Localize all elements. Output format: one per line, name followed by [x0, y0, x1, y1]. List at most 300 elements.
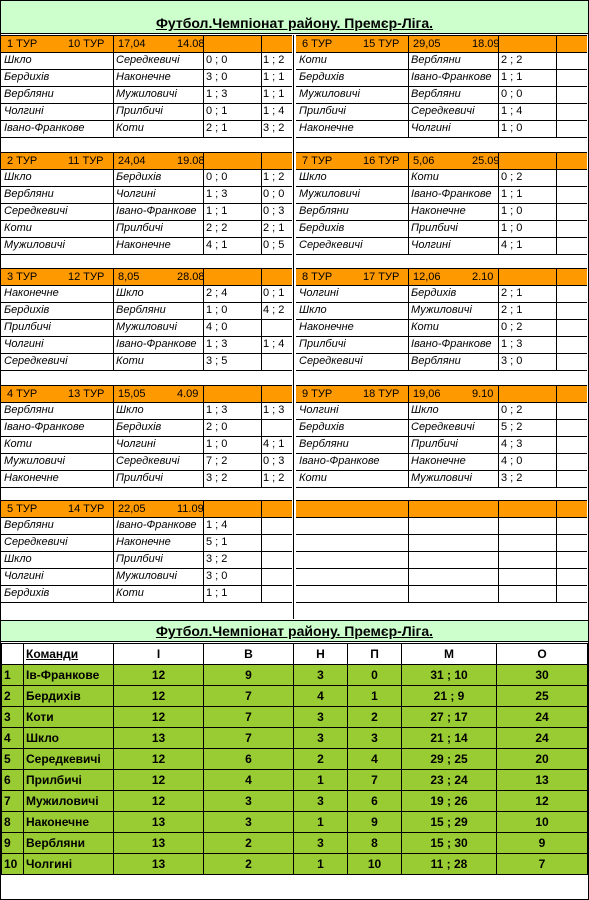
- column-divider: [261, 268, 262, 371]
- goals: 31 ; 10: [402, 665, 497, 686]
- score-first: 2 ; 0: [206, 421, 228, 433]
- team-name: Наконечне: [24, 812, 114, 833]
- team-name: Коти: [24, 707, 114, 728]
- match-row: [1, 121, 292, 138]
- score-first: 4 ; 1: [206, 239, 228, 251]
- score-second: 0 ; 3: [263, 205, 285, 217]
- score-first: 1 ; 1: [501, 71, 523, 83]
- column-divider: [113, 35, 114, 138]
- home-team: Прилбичі: [4, 321, 51, 333]
- round-block: [1, 385, 292, 488]
- round-block: [1, 268, 292, 371]
- score-first: 0 ; 0: [206, 54, 228, 66]
- away-team: Середкевичі: [411, 105, 475, 117]
- round-date-b: 19.08: [177, 155, 205, 167]
- goals: 11 ; 28: [402, 854, 497, 875]
- round-tur-b: 11 ТУР: [68, 155, 104, 167]
- score-first: 1 ; 3: [501, 338, 523, 350]
- match-row: [296, 70, 587, 87]
- away-team: Коти: [116, 587, 144, 599]
- rank: 7: [2, 791, 24, 812]
- home-team: Вербляни: [4, 188, 54, 200]
- lost: 1: [348, 686, 402, 707]
- lost: 7: [348, 770, 402, 791]
- home-team: Наконечне: [4, 287, 59, 299]
- score-second: 1 ; 1: [263, 71, 285, 83]
- match-row: [1, 170, 292, 187]
- column-divider: [498, 385, 499, 488]
- round-block: [1, 35, 292, 138]
- center-divider: [293, 35, 294, 619]
- score-first: 0 ; 0: [501, 88, 523, 100]
- away-team: Прилбичі: [116, 553, 163, 565]
- points: 24: [497, 707, 588, 728]
- points: 24: [497, 728, 588, 749]
- score-second: 4 ; 2: [263, 304, 285, 316]
- match-row: [296, 53, 587, 70]
- won: 3: [204, 812, 294, 833]
- match-row: [1, 420, 292, 437]
- home-team: Мужиловичі: [4, 455, 65, 467]
- away-team: Мужиловичі: [411, 472, 472, 484]
- played: 12: [114, 749, 204, 770]
- match-row: [296, 337, 587, 354]
- round-tur-a: 1 ТУР: [7, 38, 38, 50]
- score-second: 1 ; 2: [263, 472, 285, 484]
- goals: 21 ; 9: [402, 686, 497, 707]
- home-team: Вербляни: [4, 404, 54, 416]
- empty-header: [296, 500, 587, 518]
- away-team: Прилбичі: [116, 105, 163, 117]
- away-team: Чолгині: [411, 122, 451, 134]
- away-team: Івано-Франкове: [411, 71, 492, 83]
- score-first: 3 ; 0: [501, 355, 523, 367]
- match-row: [1, 320, 292, 337]
- match-row: [1, 204, 292, 221]
- rank: 3: [2, 707, 24, 728]
- empty-row: [296, 518, 587, 535]
- score-first: 3 ; 2: [501, 472, 523, 484]
- draw: 4: [294, 686, 348, 707]
- round-tur-a: 3 ТУР: [7, 271, 38, 283]
- home-team: Коти: [4, 438, 32, 450]
- column-divider: [203, 385, 204, 488]
- match-row: [1, 87, 292, 104]
- away-team: Коти: [411, 171, 439, 183]
- round-tur-b: 14 ТУР: [68, 503, 105, 515]
- round-tur-a: 2 ТУР: [7, 155, 38, 167]
- score-first: 3 ; 5: [206, 355, 228, 367]
- header-rank: [2, 644, 24, 665]
- standings-row: [2, 791, 588, 812]
- round-tur-a: 4 ТУР: [7, 388, 38, 400]
- header-lost: П: [348, 644, 402, 665]
- away-team: Чолгині: [116, 438, 156, 450]
- home-team: Чолгині: [4, 570, 44, 582]
- match-row: [1, 104, 292, 121]
- column-divider: [261, 35, 262, 138]
- away-team: Мужиловичі: [116, 570, 177, 582]
- match-row: [1, 70, 292, 87]
- score-first: 0 ; 2: [501, 171, 523, 183]
- score-first: 1 ; 0: [501, 122, 523, 134]
- column-divider: [498, 152, 499, 255]
- match-row: [296, 437, 587, 454]
- round-tur-b: 17 ТУР: [363, 271, 400, 283]
- standings-row: [2, 833, 588, 854]
- home-team: Прилбичі: [299, 105, 346, 117]
- round-tur-b: 10 ТУР: [68, 38, 105, 50]
- home-team: Бердихів: [4, 71, 50, 83]
- round-tur-b: 16 ТУР: [363, 155, 400, 167]
- header-draw: Н: [294, 644, 348, 665]
- round-date-b: 18.09: [472, 38, 500, 50]
- score-second: 1 ; 2: [263, 54, 285, 66]
- round-tur-a: 5 ТУР: [7, 503, 38, 515]
- away-team: Івано-Франкове: [116, 519, 197, 531]
- played: 13: [114, 812, 204, 833]
- won: 4: [204, 770, 294, 791]
- round-block: [296, 385, 587, 488]
- standings-row: [2, 707, 588, 728]
- column-divider: [408, 152, 409, 255]
- round-header: [1, 385, 292, 403]
- empty-block: [296, 500, 587, 603]
- home-team: Наконечне: [299, 122, 354, 134]
- home-team: Мужиловичі: [299, 188, 360, 200]
- column-divider: [498, 500, 499, 603]
- rank: 8: [2, 812, 24, 833]
- score-first: 1 ; 0: [501, 205, 523, 217]
- empty-row: [296, 586, 587, 603]
- goals: 19 ; 26: [402, 791, 497, 812]
- score-second: 1 ; 3: [263, 404, 285, 416]
- played: 13: [114, 854, 204, 875]
- column-divider: [113, 500, 114, 603]
- score-second: 0 ; 5: [263, 239, 285, 251]
- home-team: Середкевичі: [299, 355, 363, 367]
- match-row: [296, 204, 587, 221]
- column-divider: [408, 385, 409, 488]
- match-row: [1, 53, 292, 70]
- home-team: Вербляни: [299, 205, 349, 217]
- away-team: Мужиловичі: [116, 321, 177, 333]
- match-row: [296, 454, 587, 471]
- played: 13: [114, 728, 204, 749]
- round-tur-b: 18 ТУР: [363, 388, 400, 400]
- round-block: [296, 268, 587, 371]
- match-row: [296, 354, 587, 371]
- draw: 2: [294, 749, 348, 770]
- standings-row: [2, 770, 588, 791]
- column-divider: [113, 268, 114, 371]
- score-second: 0 ; 3: [263, 455, 285, 467]
- points: 20: [497, 749, 588, 770]
- away-team: Наконечне: [116, 71, 171, 83]
- lost: 9: [348, 812, 402, 833]
- round-date-a: 29,05: [413, 38, 441, 50]
- match-row: [1, 403, 292, 420]
- away-team: Прилбичі: [411, 222, 458, 234]
- home-team: Коти: [4, 222, 32, 234]
- match-row: [296, 286, 587, 303]
- score-first: 1 ; 0: [206, 304, 228, 316]
- match-row: [296, 420, 587, 437]
- match-row: [1, 337, 292, 354]
- away-team: Середкевичі: [411, 421, 475, 433]
- home-team: Наконечне: [4, 472, 59, 484]
- away-team: Шкло: [116, 287, 144, 299]
- team-name: Середкевичі: [24, 749, 114, 770]
- away-team: Бердихів: [116, 421, 162, 433]
- column-divider: [498, 268, 499, 371]
- away-team: Наконечне: [116, 536, 171, 548]
- column-divider: [408, 500, 409, 603]
- away-team: Коти: [116, 355, 144, 367]
- round-header: [1, 152, 292, 170]
- score-first: 1 ; 3: [206, 404, 228, 416]
- home-team: Середкевичі: [4, 205, 68, 217]
- score-second: 2 ; 1: [263, 222, 285, 234]
- home-team: Бердихів: [299, 222, 345, 234]
- away-team: Прилбичі: [116, 222, 163, 234]
- match-row: [1, 303, 292, 320]
- round-date-a: 5,06: [413, 155, 435, 167]
- won: 6: [204, 749, 294, 770]
- round-block: [1, 500, 292, 603]
- score-first: 4 ; 0: [501, 455, 523, 467]
- round-tur-b: 15 ТУР: [363, 38, 400, 50]
- header-played: І: [114, 644, 204, 665]
- match-row: [1, 471, 292, 488]
- home-team: Чолгині: [4, 338, 44, 350]
- column-divider: [556, 268, 557, 371]
- round-tur-a: 7 ТУР: [302, 155, 333, 167]
- away-team: Наконечне: [411, 455, 466, 467]
- won: 9: [204, 665, 294, 686]
- won: 2: [204, 833, 294, 854]
- header-points: О: [497, 644, 588, 665]
- team-name: Бердихів: [24, 686, 114, 707]
- draw: 1: [294, 812, 348, 833]
- away-team: Чолгині: [116, 188, 156, 200]
- won: 2: [204, 854, 294, 875]
- rank: 4: [2, 728, 24, 749]
- played: 12: [114, 665, 204, 686]
- away-team: Прилбичі: [411, 438, 458, 450]
- draw: 1: [294, 854, 348, 875]
- home-team: Вербляни: [4, 519, 54, 531]
- away-team: Івано-Франкове: [116, 338, 197, 350]
- away-team: Мужиловичі: [411, 304, 472, 316]
- match-row: [296, 238, 587, 255]
- match-row: [296, 187, 587, 204]
- score-first: 7 ; 2: [206, 455, 228, 467]
- played: 12: [114, 686, 204, 707]
- round-tur-a: 9 ТУР: [302, 388, 333, 400]
- lost: 10: [348, 854, 402, 875]
- round-tur-b: 13 ТУР: [68, 388, 105, 400]
- score-second: 1 ; 2: [263, 171, 285, 183]
- won: 7: [204, 686, 294, 707]
- rank: 1: [2, 665, 24, 686]
- match-row: [1, 221, 292, 238]
- match-row: [296, 170, 587, 187]
- away-team: Бердихів: [116, 171, 162, 183]
- round-date-b: 11.09: [177, 503, 204, 515]
- match-row: [296, 303, 587, 320]
- round-header: [296, 268, 587, 286]
- away-team: Прилбичі: [116, 472, 163, 484]
- match-row: [296, 471, 587, 488]
- score-first: 4 ; 1: [501, 239, 523, 251]
- score-first: 0 ; 2: [501, 404, 523, 416]
- score-first: 0 ; 0: [206, 171, 228, 183]
- round-date-a: 17,04: [118, 38, 146, 50]
- home-team: Чолгині: [299, 404, 339, 416]
- round-date-a: 12,06: [413, 271, 441, 283]
- draw: 3: [294, 665, 348, 686]
- score-first: 1 ; 0: [206, 438, 228, 450]
- home-team: Бердихів: [299, 421, 345, 433]
- match-row: [1, 518, 292, 535]
- column-divider: [203, 35, 204, 138]
- column-divider: [408, 268, 409, 371]
- home-team: Середкевичі: [4, 355, 68, 367]
- home-team: Прилбичі: [299, 338, 346, 350]
- lost: 4: [348, 749, 402, 770]
- home-team: Вербляни: [299, 438, 349, 450]
- standings-row: [2, 749, 588, 770]
- away-team: Івано-Франкове: [116, 205, 197, 217]
- home-team: Івано-Франкове: [299, 455, 380, 467]
- round-tur-a: 6 ТУР: [302, 38, 333, 50]
- goals: 15 ; 30: [402, 833, 497, 854]
- header-teams: Команди: [24, 644, 114, 665]
- match-row: [1, 238, 292, 255]
- points: 30: [497, 665, 588, 686]
- match-row: [1, 454, 292, 471]
- points: 13: [497, 770, 588, 791]
- column-divider: [203, 268, 204, 371]
- column-divider: [498, 35, 499, 138]
- standings-title: Футбол.Чемпіонат району. Премєр-Ліга.: [1, 620, 588, 642]
- score-second: 1 ; 4: [263, 338, 285, 350]
- column-divider: [556, 385, 557, 488]
- played: 12: [114, 770, 204, 791]
- played: 13: [114, 833, 204, 854]
- away-team: Коти: [116, 122, 144, 134]
- round-block: [1, 152, 292, 255]
- column-divider: [113, 152, 114, 255]
- score-first: 3 ; 0: [206, 71, 228, 83]
- round-date-a: 24,04: [118, 155, 146, 167]
- team-name: Шкло: [24, 728, 114, 749]
- standings-header-row: [2, 644, 588, 665]
- match-row: [296, 221, 587, 238]
- score-first: 2 ; 2: [501, 54, 523, 66]
- home-team: Вербляни: [4, 88, 54, 100]
- standings-row: [2, 728, 588, 749]
- column-divider: [203, 152, 204, 255]
- home-team: Шкло: [299, 304, 327, 316]
- score-second: 0 ; 1: [263, 287, 285, 299]
- round-block: [296, 152, 587, 255]
- round-block: [296, 35, 587, 138]
- header-won: В: [204, 644, 294, 665]
- score-first: 2 ; 2: [206, 222, 228, 234]
- home-team: Мужиловичі: [4, 239, 65, 251]
- round-tur-a: 8 ТУР: [302, 271, 333, 283]
- away-team: Шкло: [116, 404, 144, 416]
- team-name: Вербляни: [24, 833, 114, 854]
- round-date-b: 4.09: [177, 388, 199, 400]
- round-date-a: 22,05: [118, 503, 146, 515]
- goals: 23 ; 24: [402, 770, 497, 791]
- away-team: Вербляни: [411, 88, 461, 100]
- column-divider: [261, 385, 262, 488]
- goals: 21 ; 14: [402, 728, 497, 749]
- score-first: 2 ; 1: [501, 304, 523, 316]
- match-row: [1, 535, 292, 552]
- team-name: Прилбичі: [24, 770, 114, 791]
- score-first: 1 ; 3: [206, 188, 228, 200]
- standings-row: [2, 812, 588, 833]
- column-divider: [113, 385, 114, 488]
- home-team: Середкевичі: [4, 536, 68, 548]
- goals: 29 ; 25: [402, 749, 497, 770]
- empty-row: [296, 569, 587, 586]
- home-team: Івано-Франкове: [4, 122, 85, 134]
- rank: 6: [2, 770, 24, 791]
- won: 3: [204, 791, 294, 812]
- score-second: 1 ; 4: [263, 105, 285, 117]
- round-date-b: 14.08: [177, 38, 205, 50]
- match-row: [1, 187, 292, 204]
- rank: 9: [2, 833, 24, 854]
- draw: 3: [294, 728, 348, 749]
- home-team: Чолгині: [299, 287, 339, 299]
- home-team: Шкло: [4, 54, 32, 66]
- empty-row: [296, 552, 587, 569]
- standings-row: [2, 686, 588, 707]
- score-first: 1 ; 4: [206, 519, 228, 531]
- round-date-b: 2.10: [472, 271, 494, 283]
- home-team: Шкло: [4, 553, 32, 565]
- rank: 2: [2, 686, 24, 707]
- match-row: [296, 121, 587, 138]
- home-team: Бердихів: [4, 587, 50, 599]
- home-team: Чолгині: [4, 105, 44, 117]
- away-team: Бердихів: [411, 287, 457, 299]
- standings-row: [2, 854, 588, 875]
- away-team: Шкло: [411, 404, 439, 416]
- goals: 27 ; 17: [402, 707, 497, 728]
- column-divider: [556, 152, 557, 255]
- round-header: [296, 35, 587, 53]
- home-team: Івано-Франкове: [4, 421, 85, 433]
- home-team: Середкевичі: [299, 239, 363, 251]
- lost: 8: [348, 833, 402, 854]
- empty-row: [296, 535, 587, 552]
- round-header: [296, 385, 587, 403]
- points: 12: [497, 791, 588, 812]
- away-team: Коти: [411, 321, 439, 333]
- match-row: [296, 403, 587, 420]
- away-team: Наконечне: [411, 205, 466, 217]
- column-divider: [203, 500, 204, 603]
- away-team: Наконечне: [116, 239, 171, 251]
